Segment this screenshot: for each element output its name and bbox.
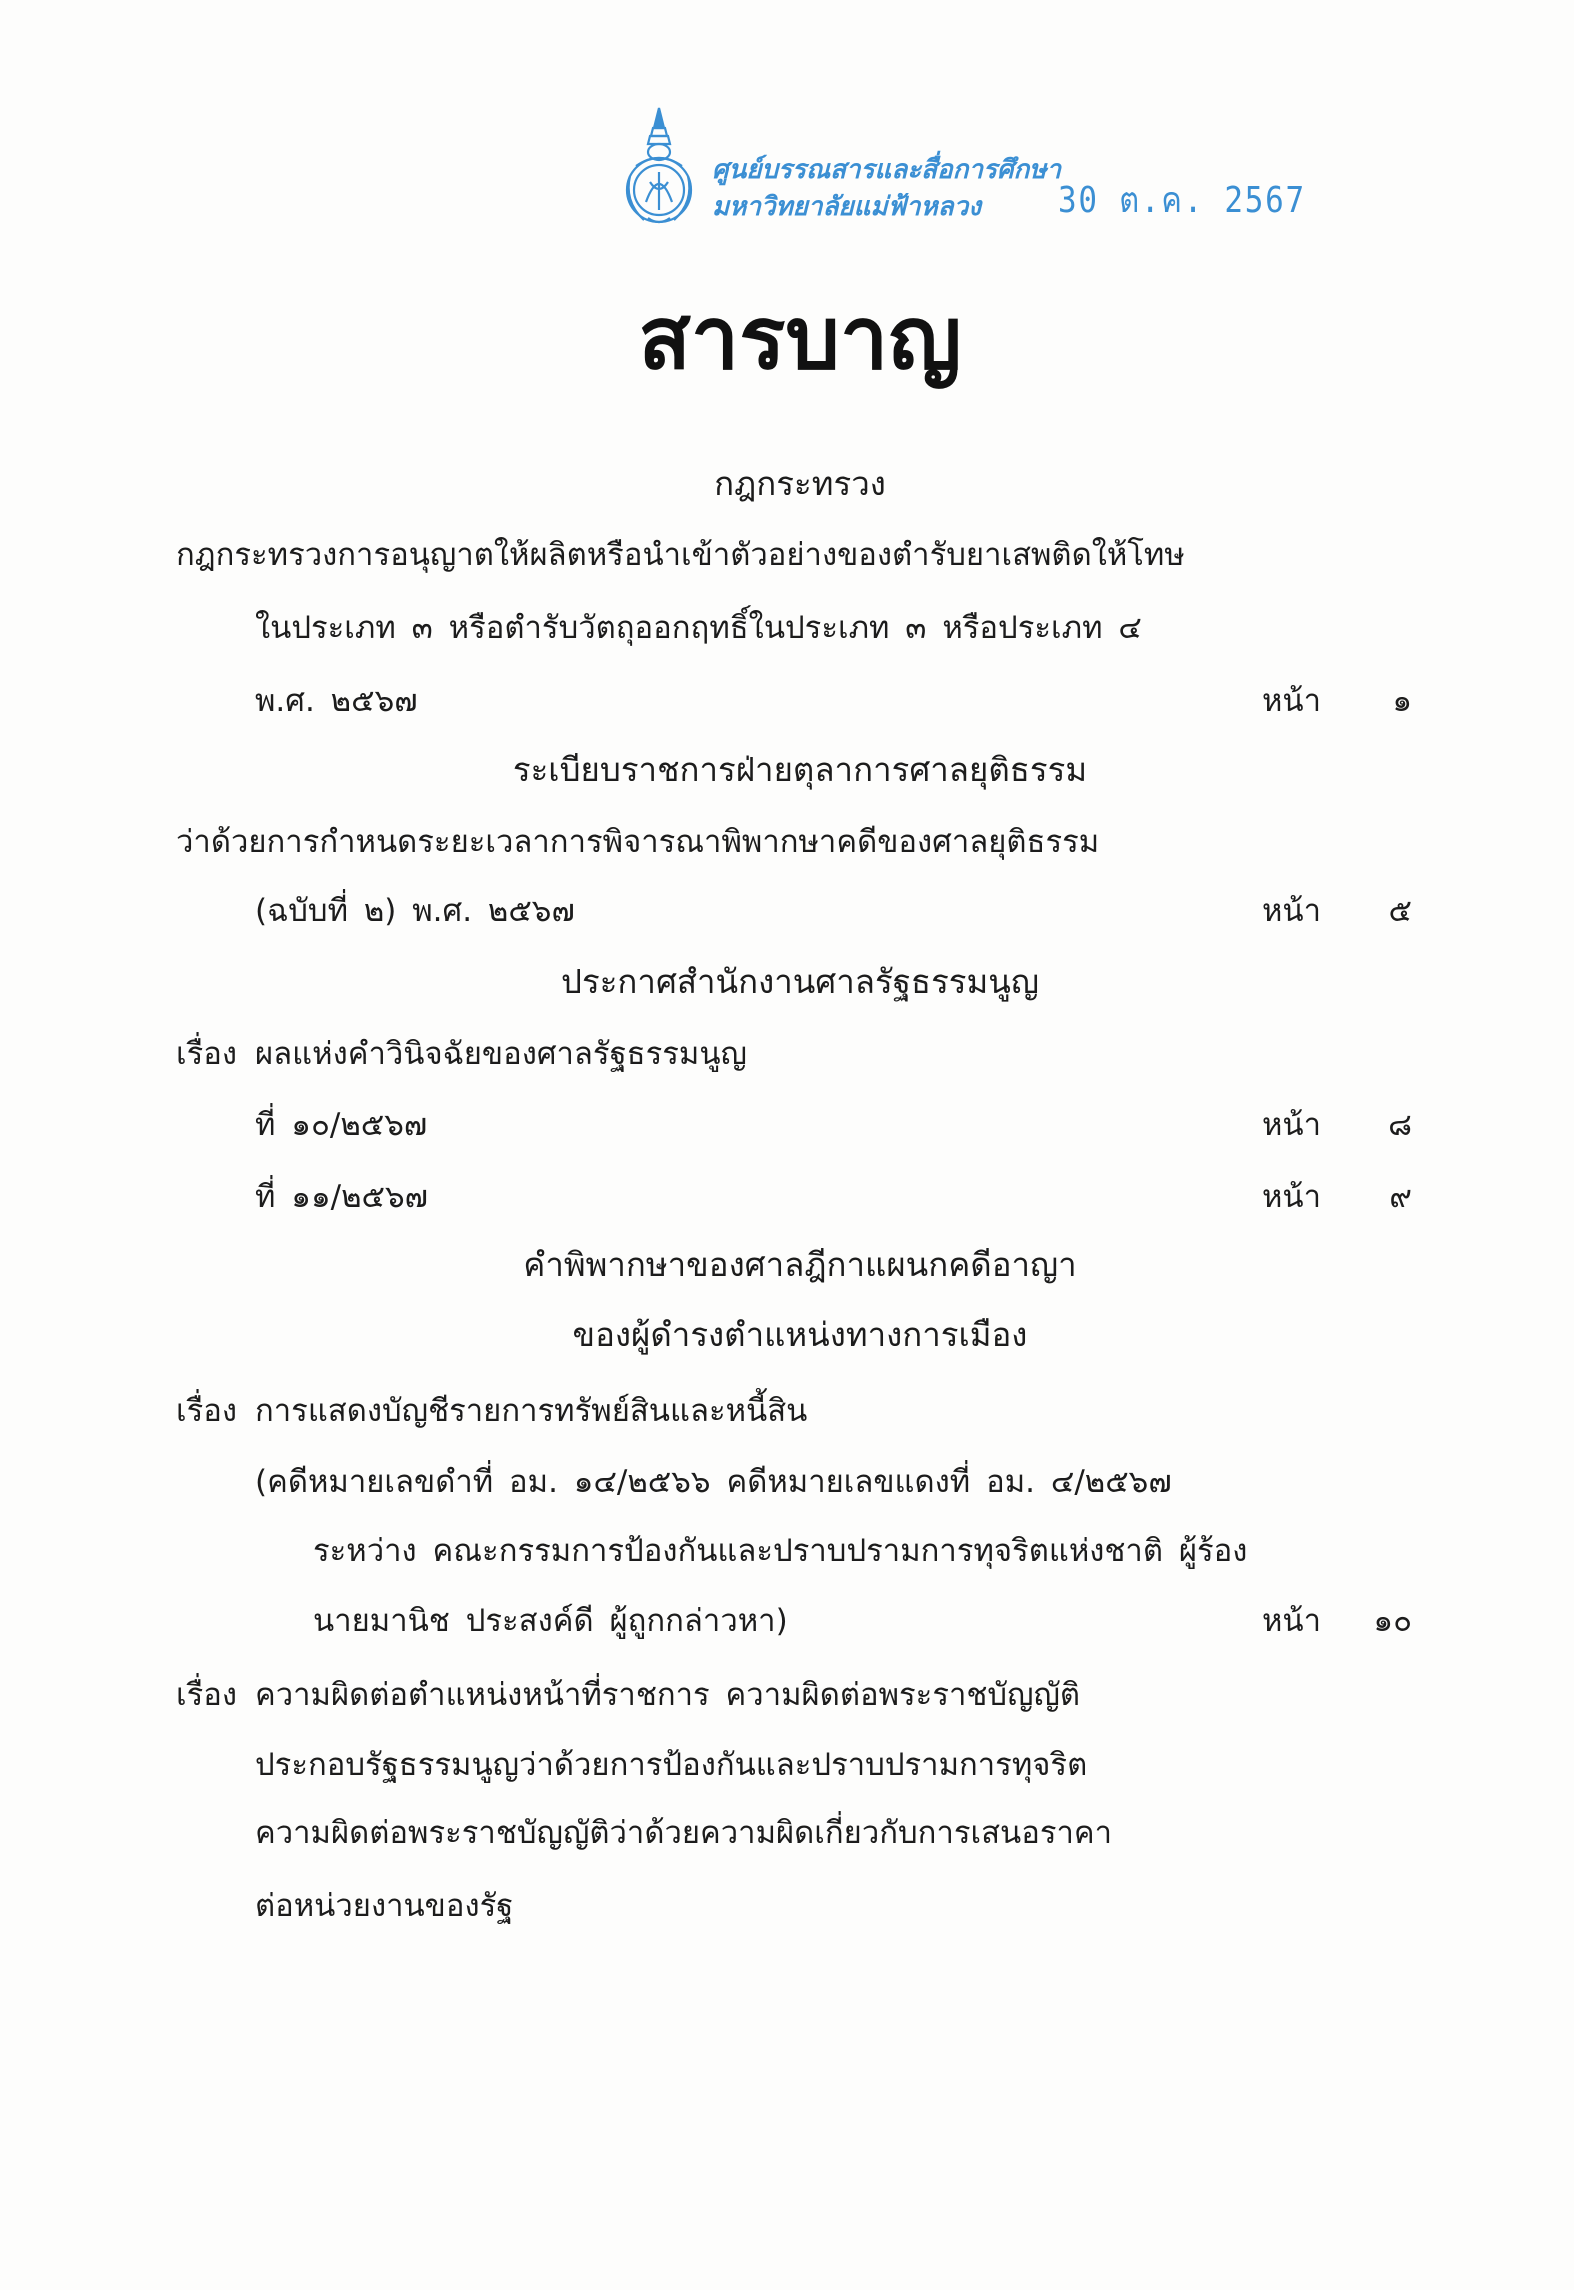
subject-label: เรื่อง	[176, 1393, 238, 1429]
section-heading: คำพิพากษาของศาลฎีกาแผนกคดีอาญา	[523, 1245, 1077, 1284]
section-heading: ประกาศสำนักงานศาลรัฐธรรมนูญ	[561, 962, 1039, 1001]
section-heading: ของผู้ดำรงตำแหน่งทางการเมือง	[572, 1315, 1028, 1354]
toc-entry-item: ที่ ๑๑/๒๕๖๗	[255, 1179, 428, 1215]
toc-entry-line: (ฉบับที่ ๒) พ.ศ. ๒๕๖๗	[255, 893, 575, 929]
page-label: หน้า	[1262, 683, 1322, 719]
toc-entry-line: ระหว่าง คณะกรรมการป้องกันและปราบปรามการทุจริตแห่งชาติ ผู้ร้อง	[313, 1533, 1248, 1569]
section-heading: กฎกระทรวง	[714, 464, 886, 503]
toc-entry-line: ว่าด้วยการกำหนดระยะเวลาการพิจารณาพิพากษาคดีของศาลยุติธรรม	[176, 824, 1100, 860]
page-label: หน้า	[1262, 1603, 1322, 1639]
toc-entry-line: ต่อหน่วยงานของรัฐ	[255, 1888, 514, 1924]
toc-entry-subject: การแสดงบัญชีรายการทรัพย์สินและหนี้สิน	[255, 1393, 808, 1429]
toc-entry-line: ความผิดต่อพระราชบัญญัติว่าด้วยความผิดเกี่ยวกับการเสนอราคา	[255, 1815, 1113, 1851]
subject-label: เรื่อง	[176, 1036, 238, 1072]
toc-entry-line: ประกอบรัฐธรรมนูญว่าด้วยการป้องกันและปราบปรามการทุจริต	[255, 1747, 1088, 1783]
stamp-university-name: มหาวิทยาลัยแม่ฟ้าหลวง	[712, 192, 981, 222]
page-label: หน้า	[1262, 893, 1322, 929]
toc-entry-item: ที่ ๑๐/๒๕๖๗	[255, 1107, 428, 1143]
page-number: ๙	[1389, 1179, 1412, 1215]
toc-entry-line: (คดีหมายเลขดำที่ อม. ๑๔/๒๕๖๖ คดีหมายเลขแดงที่ อม. ๔/๒๕๖๗	[255, 1464, 1172, 1500]
page-number: ๘	[1388, 1107, 1412, 1143]
section-heading: ระเบียบราชการฝ่ายตุลาการศาลยุติธรรม	[512, 750, 1088, 789]
stamp-organization-name: ศูนย์บรรณสารและสื่อการศึกษา	[712, 155, 1061, 185]
toc-entry-subject: ผลแห่งคำวินิจฉัยของศาลรัฐธรรมนูญ	[255, 1036, 747, 1072]
university-seal-icon	[622, 106, 696, 228]
stamp-received-date: 30 ต.ค. 2567	[1058, 180, 1306, 221]
toc-entry-subject: ความผิดต่อตำแหน่งหน้าที่ราชการ ความผิดต่อพระราชบัญญัติ	[255, 1677, 1081, 1713]
page-title: สารบาญ	[638, 289, 962, 389]
toc-entry-line: นายมานิช ประสงค์ดี ผู้ถูกกล่าวหา)	[313, 1603, 788, 1639]
page-label: หน้า	[1262, 1179, 1322, 1215]
toc-entry-line: ในประเภท ๓ หรือตำรับวัตถุออกฤทธิ์ในประเภท ๓ หรือประเภท ๔	[255, 610, 1142, 646]
page-number: ๕	[1388, 893, 1412, 929]
toc-entry-line: พ.ศ. ๒๕๖๗	[255, 683, 418, 719]
toc-entry-line: กฎกระทรวงการอนุญาตให้ผลิตหรือนำเข้าตัวอย่างของตำรับยาเสพติดให้โทษ	[176, 537, 1185, 573]
page-label: หน้า	[1262, 1107, 1322, 1143]
page-number: ๑๐	[1373, 1603, 1412, 1639]
page-number: ๑	[1392, 683, 1412, 719]
subject-label: เรื่อง	[176, 1677, 238, 1713]
